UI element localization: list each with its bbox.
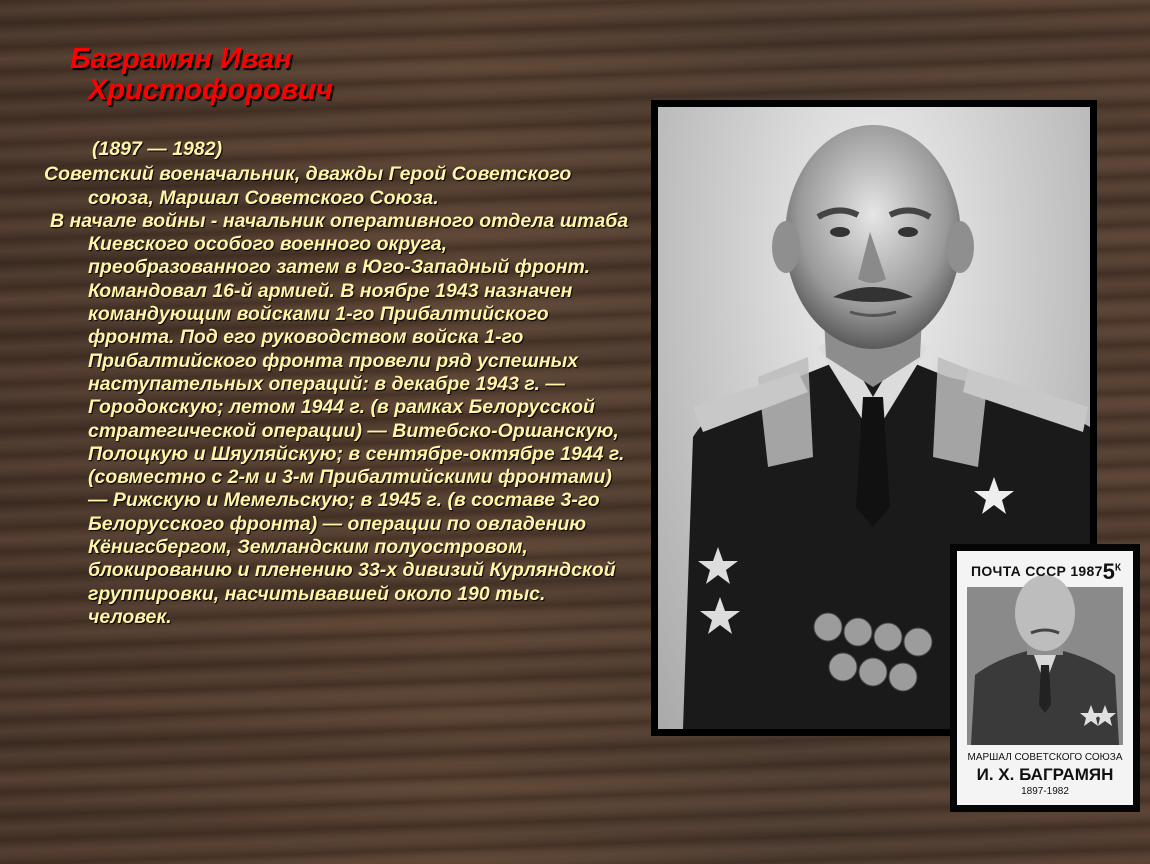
stamp-caption-name: И. Х. БАГРАМЯН bbox=[976, 765, 1114, 784]
years: (1897 — 1982) bbox=[92, 138, 223, 160]
stamp-face bbox=[957, 551, 1133, 805]
title bbox=[70, 44, 333, 106]
stamp-value-number: 5 bbox=[1102, 559, 1115, 584]
stamp-header: ПОЧТА СССР 1987 bbox=[971, 563, 1103, 579]
stamp-caption-years: 1897-1982 bbox=[1021, 786, 1069, 797]
intro-paragraph: Советский военачальник, дважды Герой Советского союза, Маршал Советского Союза. bbox=[44, 163, 572, 209]
title-line-1: Баграмян Иван bbox=[70, 43, 292, 75]
postage-stamp bbox=[950, 544, 1140, 812]
stamp-caption-rank: МАРШАЛ СОВЕТСКОГО СОЮЗА bbox=[967, 752, 1123, 763]
stamp-value-unit: К bbox=[1114, 562, 1121, 574]
stamp-denomination bbox=[1103, 559, 1121, 585]
title-line-2: Христофорович bbox=[88, 74, 333, 106]
body-paragraph: В начале войны - начальник оперативного отдела штаба Киевского особого военного округа, преобразованного затем в Юго-Западный фронт. Командовал 16-й армией. В ноябре 1943 назначен командующим войсками 1-го Прибалтийского фронта. Под его руководством войска 1-го Прибалтийского фронта провели ряд успешных наступательных операций: в декабре 1943 г. — Городокскую; летом 1944 г. (в рамках Белорусской стратегической операции) — Витебско-Оршанскую, Полоцкую и Шяуляйскую; в сентябре-октябре 1944 г. (совместно с 2-м и 3-м Прибалтийскими фронтами) — Рижскую и Мемельскую; в 1945 г. (в составе 3-го Белорусского фронта) — операции по овладению Кёнигсбергом, Земландским полуостровом, блокированию и пленению 33-х дивизий Курляндской группировки, насчитывавшей около 190 тыс. человек. bbox=[50, 209, 629, 628]
biography-text bbox=[44, 138, 634, 629]
